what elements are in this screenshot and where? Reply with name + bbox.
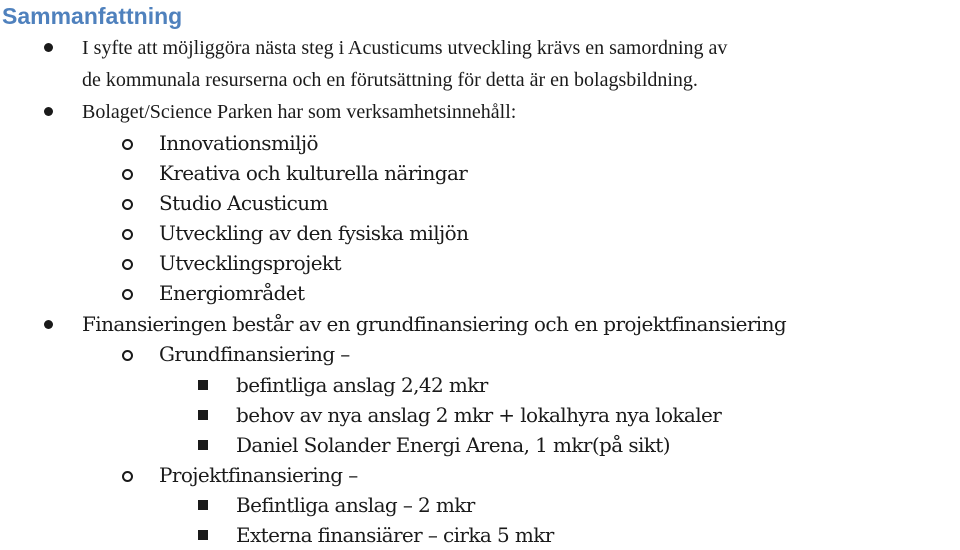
square-bullet-icon bbox=[198, 380, 208, 390]
sub-sub-list-item: Daniel Solander Energi Arena, 1 mkr(på sikt) bbox=[236, 433, 670, 457]
sub-sub-list-item: Befintliga anslag – 2 mkr bbox=[236, 493, 475, 517]
list-item-text: Finansieringen består av en grundfinansiering och en projektfinansiering bbox=[82, 312, 787, 336]
sub-list-item: Innovationsmiljö bbox=[159, 131, 318, 155]
sub-list-item: Utvecklingsprojekt bbox=[159, 251, 341, 275]
circle-bullet-icon bbox=[122, 199, 133, 210]
sub-sub-list-item: Externa finansiärer – cirka 5 mkr bbox=[236, 523, 554, 547]
bullet-icon bbox=[44, 107, 53, 116]
list-item-text: de kommunala resurserna och en förutsättning för detta är en bolagsbildning. bbox=[82, 69, 698, 91]
circle-bullet-icon bbox=[122, 259, 133, 270]
page-title: Sammanfattning bbox=[2, 3, 183, 29]
list-item-text: I syfte att möjliggöra nästa steg i Acusticums utveckling krävs en samordning av bbox=[82, 37, 728, 59]
circle-bullet-icon bbox=[122, 229, 133, 240]
sub-list-item: Projektfinansiering – bbox=[159, 463, 358, 487]
sub-list-item: Studio Acusticum bbox=[159, 191, 328, 215]
list-item-text: Bolaget/Science Parken har som verksamhetsinnehåll: bbox=[82, 101, 517, 123]
square-bullet-icon bbox=[198, 410, 208, 420]
square-bullet-icon bbox=[198, 530, 208, 540]
bullet-icon bbox=[44, 320, 53, 329]
sub-sub-list-item: befintliga anslag 2,42 mkr bbox=[236, 373, 488, 397]
square-bullet-icon bbox=[198, 440, 208, 450]
sub-list-item: Energiområdet bbox=[159, 281, 305, 305]
sub-list-item: Utveckling av den fysiska miljön bbox=[159, 221, 469, 245]
sub-list-item: Kreativa och kulturella näringar bbox=[159, 161, 468, 185]
circle-bullet-icon bbox=[122, 471, 133, 482]
circle-bullet-icon bbox=[122, 169, 133, 180]
bullet-icon bbox=[44, 43, 53, 52]
sub-list-item: Grundfinansiering – bbox=[159, 342, 350, 366]
circle-bullet-icon bbox=[122, 289, 133, 300]
square-bullet-icon bbox=[198, 500, 208, 510]
sub-sub-list-item: behov av nya anslag 2 mkr + lokalhyra nya lokaler bbox=[236, 403, 722, 427]
circle-bullet-icon bbox=[122, 139, 133, 150]
circle-bullet-icon bbox=[122, 350, 133, 361]
